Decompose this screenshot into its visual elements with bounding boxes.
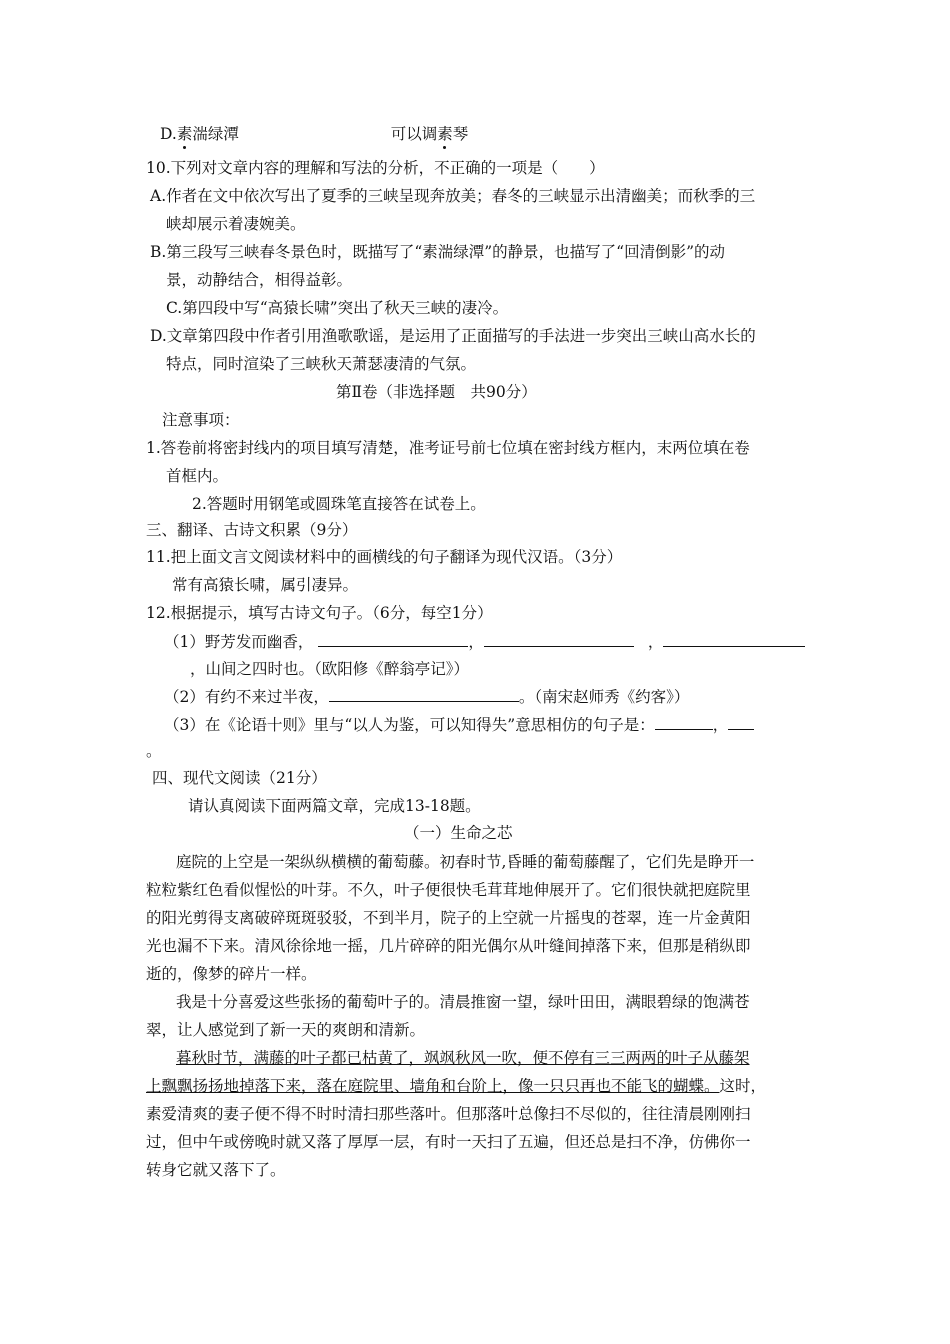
note-2: 2.答题时用钢笔或圆珠笔直接答在试卷上。 xyxy=(192,495,486,513)
answer-blank-4[interactable] xyxy=(329,687,519,702)
q12-stem: 12.根据提示，填写古诗文句子。（6分，每空1分） xyxy=(146,604,493,622)
answer-blank-5[interactable] xyxy=(655,715,713,730)
para3-line2-rest: 这时， xyxy=(719,1077,767,1095)
article-title: （一）生命之芯 xyxy=(404,824,513,842)
q10-option-a-line2: 峡却展示着凄婉美。 xyxy=(166,215,306,233)
para1-line3: 的阳光剪得支离破碎斑斑驳驳，不到半月，院子的上空就一片摇曳的苍翠，连一片金黄阳 xyxy=(146,909,751,927)
q12-item2-lead: （2）有约不来过半夜， xyxy=(164,688,329,706)
q12-item3-lead: （3）在《论语十则》里与“以人为鉴，可以知得失”意思相仿的句子是： xyxy=(164,716,655,734)
section4-heading: 四、现代文阅读（21分） xyxy=(152,769,327,787)
answer-blank-3[interactable] xyxy=(663,632,805,647)
option-text-3: 琴 xyxy=(452,125,469,143)
para3-line5: 转身它就又落下了。 xyxy=(146,1161,286,1179)
dotted-char: 素 xyxy=(176,125,193,143)
dotted-char-2: 素 xyxy=(437,125,453,143)
para1-line2: 粒粒紫红色看似惺忪的叶芽。不久，叶子便很快毛茸茸地伸展开了。它们很快就把庭院里 xyxy=(146,881,751,899)
q12-item3-end: 。 xyxy=(146,742,162,760)
answer-blank-1[interactable] xyxy=(318,632,468,647)
section3-heading: 三、翻译、古诗文积累（9分） xyxy=(146,521,358,539)
q10-stem: 10.下列对文章内容的理解和写法的分析，不正确的一项是（ ） xyxy=(146,159,605,177)
q10-option-c: C.第四段中写“高猿长啸”突出了秋天三峡的凄冷。 xyxy=(166,299,509,317)
comma: ， xyxy=(647,633,664,651)
answer-blank-2[interactable] xyxy=(484,632,634,647)
q12-item2-tail: 。（南宋赵师秀《约客》） xyxy=(518,688,690,706)
q10-option-b-line2: 景，动静结合，相得益彰。 xyxy=(166,271,353,289)
para3-line4: 过，但中午或傍晚时就又落了厚厚一层，有时一天扫了五遍，但还总是扫不净，仿佛你一 xyxy=(146,1133,751,1151)
q12-item3 xyxy=(164,715,754,735)
para3-line3: 素爱清爽的妻子便不得不时时清扫那些落叶。但那落叶总像扫不尽似的，往往清晨刚刚扫 xyxy=(146,1105,751,1123)
q12-item1-lead: （1）野芳发而幽香， xyxy=(164,633,314,651)
q11-stem: 11.把上面文言文阅读材料中的画横线的句子翻译为现代汉语。（3分） xyxy=(146,548,623,566)
para3-underlined-line1: 暮秋时节，满藤的叶子都已枯黄了，飒飒秋风一吹，便不停有三三两两的叶子从藤架 xyxy=(176,1049,750,1067)
note-1-line1: 1.答卷前将密封线内的项目填写清楚，准考证号前七位填在密封线方框内，末两位填在卷 xyxy=(146,439,750,457)
note-1-line2: 首框内。 xyxy=(166,467,229,485)
q11-sentence: 常有高猿长啸，属引凄异。 xyxy=(172,576,359,594)
para2-line2: 翠，让人感觉到了新一天的爽朗和清新。 xyxy=(146,1021,426,1039)
q12-item2 xyxy=(164,687,689,707)
para2-line1: 我是十分喜爱这些张扬的葡萄叶子的。清晨推窗一望，绿叶田田，满眼碧绿的饱满苍 xyxy=(176,993,750,1011)
q10-option-b-line1: B.第三段写三峡春冬景色时，既描写了“素湍绿潭”的静景，也描写了“回清倒影”的动 xyxy=(150,243,726,261)
part2-title: 第Ⅱ卷（非选择题 共90分） xyxy=(336,383,537,401)
option-text-2: 可以调 xyxy=(390,125,438,143)
para1-line5: 逝的，像梦的碎片一样。 xyxy=(146,965,317,983)
q10-option-d-line1: D.文章第四段中作者引用渔歌歌谣，是运用了正面描写的手法进一步突出三峡山高水长的 xyxy=(150,327,756,345)
q12-item1-line1 xyxy=(164,632,805,652)
section4-instruction: 请认真阅读下面两篇文章，完成13-18题。 xyxy=(188,797,481,815)
para3-line2 xyxy=(146,1076,766,1096)
para1-line4: 光也漏不下来。清风徐徐地一摇，几片碎碎的阳光偶尔从叶缝间掉落下来，但那是稍纵即 xyxy=(146,937,751,955)
comma: ， xyxy=(468,633,484,651)
para3-underlined-line2: 上飘飘扬扬地掉落下来，落在庭院里、墙角和台阶上，像一只只再也不能飞的蝴蝶。 xyxy=(146,1077,720,1095)
q10-option-a-line1: A.作者在文中依次写出了夏季的三峡呈现奔放美；春冬的三峡显示出清幽美；而秋季的三 xyxy=(150,187,756,205)
q9-option-d xyxy=(160,124,468,144)
answer-blank-6[interactable] xyxy=(728,715,754,730)
q12-item1-tail: ，山间之四时也。（欧阳修《醉翁亭记》） xyxy=(190,660,470,678)
comma: ， xyxy=(712,716,729,734)
q10-option-d-line2: 特点，同时渲染了三峡秋天萧瑟凄清的气氛。 xyxy=(166,355,477,373)
option-text: 湍绿潭 xyxy=(192,125,239,143)
notes-heading: 注意事项： xyxy=(162,411,240,429)
para1-line1: 庭院的上空是一架纵纵横横的葡萄藤。初春时节,昏睡的葡萄藤醒了，它们先是睁开一 xyxy=(176,853,755,871)
option-label: D. xyxy=(160,125,177,143)
